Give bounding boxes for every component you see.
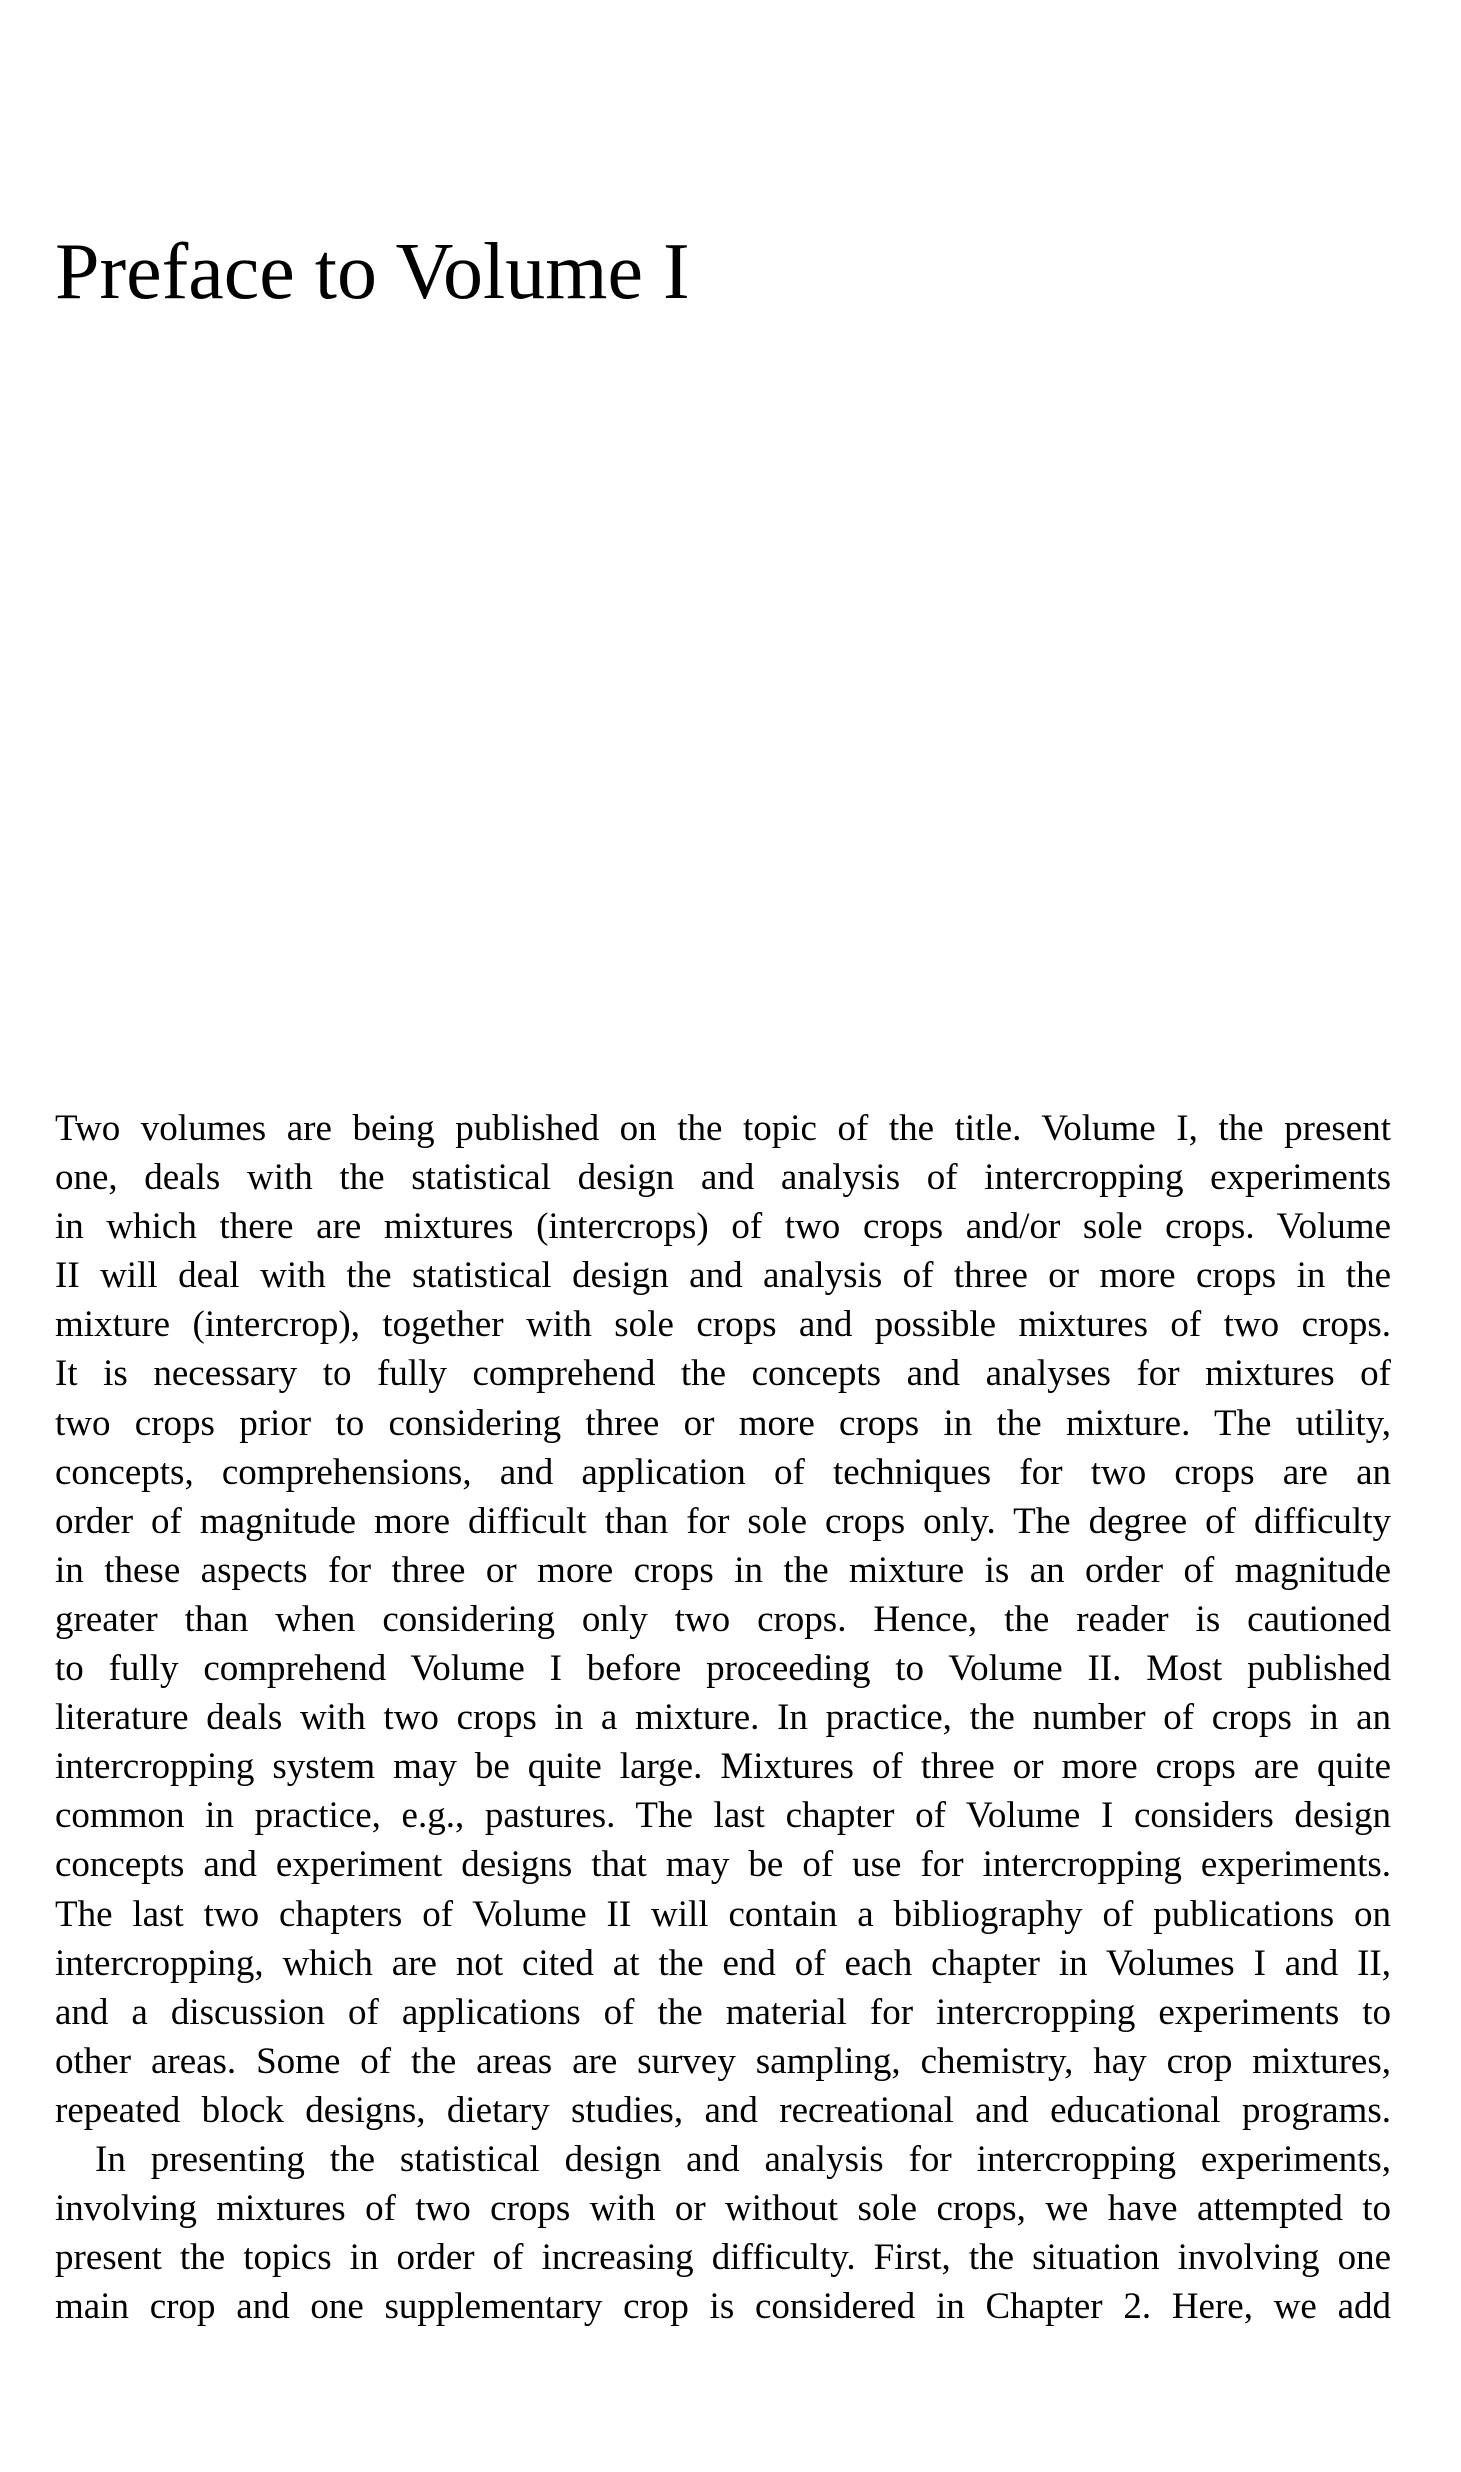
text-line: intercropping system may be quite large. Mixtures of three or more crops are quite — [55, 1746, 1391, 1788]
text-line: and a discussion of applications of the material for intercropping experiments to — [55, 1991, 1391, 2033]
text-line: repeated block designs, dietary studies, and recreational and educational programs. — [55, 2089, 1391, 2131]
text-line: The last two chapters of Volume II will contain a bibliography of publications on — [55, 1893, 1391, 1935]
text-line: II will deal with the statistical design and analysis of three or more crops in the — [55, 1255, 1391, 1297]
text-line: intercropping, which are not cited at the end of each chapter in Volumes I and II, — [55, 1942, 1391, 1984]
text-line: one, deals with the statistical design and analysis of intercropping experiments — [55, 1157, 1391, 1199]
text-line: present the topics in order of increasing difficulty. First, the situation involving one — [55, 2237, 1391, 2279]
text-line: concepts and experiment designs that may be of use for intercropping experiments. — [55, 1844, 1391, 1886]
body-text — [55, 1104, 1391, 2331]
text-line: in which there are mixtures (intercrops) of two crops and/or sole crops. Volume — [55, 1206, 1391, 1248]
text-line: two crops prior to considering three or more crops in the mixture. The utility, — [55, 1402, 1391, 1444]
text-line: Two volumes are being published on the topic of the title. Volume I, the present — [55, 1108, 1391, 1149]
text-line: other areas. Some of the areas are survey sampling, chemistry, hay crop mixtures, — [55, 2040, 1391, 2082]
paragraph-1 — [55, 1104, 1391, 2135]
page-title: Preface to Volume I — [55, 228, 690, 316]
text-line: to fully comprehend Volume I before proceeding to Volume II. Most published — [55, 1648, 1391, 1690]
text-line: order of magnitude more difficult than for sole crops only. The degree of difficulty — [55, 1500, 1391, 1542]
text-line: literature deals with two crops in a mixture. In practice, the number of crops in an — [55, 1697, 1391, 1739]
text-line: In presenting the statistical design and analysis for intercropping experiments, — [95, 2138, 1391, 2180]
text-line: mixture (intercrop), together with sole crops and possible mixtures of two crops. — [55, 1304, 1391, 1346]
text-line: in these aspects for three or more crops in the mixture is an order of magnitude — [55, 1549, 1391, 1591]
paragraph-2 — [55, 2135, 1391, 2331]
text-line: greater than when considering only two crops. Hence, the reader is cautioned — [55, 1598, 1391, 1640]
text-line: main crop and one supplementary crop is considered in Chapter 2. Here, we add — [55, 2286, 1391, 2328]
text-line: involving mixtures of two crops with or without sole crops, we have attempted to — [55, 2188, 1391, 2230]
text-line: common in practice, e.g., pastures. The last chapter of Volume I considers design — [55, 1795, 1391, 1837]
text-line: It is necessary to fully comprehend the concepts and analyses for mixtures of — [55, 1353, 1391, 1395]
text-line: concepts, comprehensions, and application of techniques for two crops are an — [55, 1451, 1391, 1493]
